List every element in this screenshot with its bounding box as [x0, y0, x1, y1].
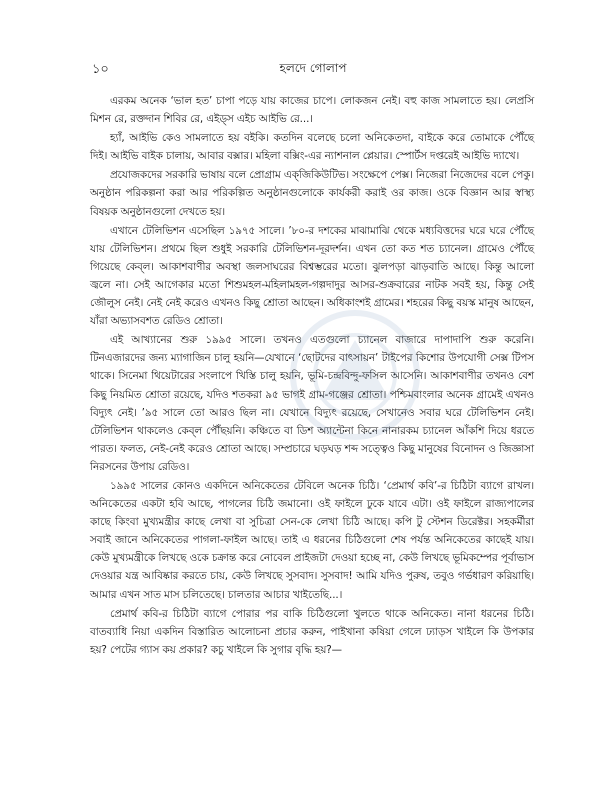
- paragraph: প্রযোজকদের সরকারি ভাষায় বলে প্রোগ্রাম এক্‌জিকিউটিভ। সংক্ষেপে পেক্স। নিজেরা নিজেদের বলে পেকু। অনুষ্ঠান পরিকল্পনা করা আর পরিকল্পিত অনুষ্ঠানগুলোকে কার্যকরী করাই ওর কাজ। ওকে বিজ্ঞান আর স্বাস্থ্য বিষয়ক অনুষ্ঠানগুলো দেখতে হয়।: [90, 169, 534, 218]
- paragraph: ১৯৯৫ সালের কোনও একদিনে অনিকেতের টেবিলে অনেক চিঠি। ‘প্রেমার্থ কবি’-র চিঠিটা ব্যাগে রাখল। অনিকেতের একটা হবি আছে, পাগলের চিঠি জমানো। ওই ফাইলে ঢুকে যাবে এটা। ওই ফাইলে রাজ্যপালের কাছে কিংবা মুখ্যমন্ত্রীর কাছে লেখা বা সুচিত্রা সেন-কে লেখা চিঠি আছে। কপি টু স্টেশন ডিরেক্টর। সহকর্মীরা সবাই জানে অনিকেতের পাগলা-ফাইল আছে। তাই এ ধরনের চিঠিগুলো শেষ পর্যন্ত অনিকেতের কাছেই যায়। কেউ মুখ্যমন্ত্রীকে লিখছে ওকে চক্রান্ত করে নোবেল প্রাইজটা দেওয়া হচ্ছে না, কেউ লিখছে ভূমিকম্পের পূর্বাভাস দেওয়ার যন্ত্র আবিষ্কার করতে চায়, কেউ লিখছে সুসবাদ। সুসবাদ! আমি যদিও পুরুষ, তবুও গর্ভধারণ করিয়াছি। আমার এখন সাত মাস চলিতেছে। চালতার আচার খাইতেছি...।: [90, 479, 534, 601]
- paragraph: প্রেমার্থ কবি-র চিঠিটা ব্যাগে পোরার পর বাকি চিঠিগুলো খুলতে থাকে অনিকেত। নানা ধরনের চিঠি। বাতব্যাধি নিয়া একদিন বিস্তারিত আলোচনা প্রচার করুন, পাইখানা কষিয়া গেলে ঢ্যাড়স খাইলে কি উপকার হয়? পেটের গ্যাস কয় প্রকার? কচু খাইলে কি সুগার বৃদ্ধি হয়?—: [90, 607, 534, 656]
- paragraph: এখানে টেলিভিশন এসেছিল ১৯৭৫ সালে। ’৮০-র দশকের মাঝামাঝি থেকে মধ্যবিত্তদের ঘরে ঘরে পৌঁছে যায় টেলিভিশন। প্রথমে ছিল শুধুই সরকারি টেলিভিশন-দূরদর্শন। এখন তো কত শত চ্যানেল। গ্রামেও পৌঁছে গিয়েছে কেব্‌ল। আকাশবাণীর অবস্থা জলসাঘরের বিশ্বম্ভরের মতো। ঝুলপড়া ঝাড়বাতি আছে। কিন্তু আলো জ্বলে না। সেই আগেকার মতো শিশুমহল-মহিলামহল-গল্পদাদুর আসর-শুক্রবারের নাটক সবই হয়, কিন্তু সেই জৌলুস নেই। নেই নেই করেও এখনও কিছু শ্রোতা আছেন। অধিকাংশই গ্রামের। শহরের কিছু বয়স্ক মানুষ আছেন, যাঁরা অভ্যাসবশত রেডিও শ্রোতা।: [90, 224, 534, 328]
- page-header: [92, 60, 534, 80]
- running-title: হলদে গোলাপ: [279, 61, 347, 75]
- paragraph: এরকম অনেক ‘ভাল হত’ চাপা পড়ে যায় কাজের চাপে। লোকজন নেই। বহু কাজ সামলাতে হয়। লেপ্রসি মিশন রে, রক্তদান শিবির রে, এইড্স এইচ আইভি রে...।: [90, 95, 534, 126]
- page-number: ১০: [92, 62, 109, 77]
- paragraph: হ্যাঁ, আইভি কেও সামলাতে হয় বইকি। কতদিন বলেছে চলো অনিকেতদা, বাইকে করে তোমাকে পৌঁছে দিই। আইভি বাইক চালায়, আবার বক্সার। মহিলা বক্সিং-এর ন্যাশনাল প্লেয়ার। স্পোর্টস দপ্তরেই আইভি দ্যাখে।: [90, 132, 534, 163]
- paragraph: এই আখ্যানের শুরু ১৯৯৫ সালে। তখনও এতগুলো চ্যানেল বাজারে দাপাদাপি শুরু করেনি। টিনএজারদের জন্য ম্যাগাজিন চালু হয়নি—যেখানে ‘ছোটদের বাৎসায়ন’ টাইপের কিশোর উপযোগী সেক্স টিপস থাকে। সিনেমা থিয়েটারের সংলাপে খিস্তি চালু হয়নি, ভূমি-চন্দ্রবিন্দু-ফসিল আসেনি। আকাশবাণীর তখনও বেশ কিছু নিয়মিত শ্রোতা রয়েছে, যদিও শতকরা ৯৫ ভাগই গ্রাম-গঞ্জের শ্রোতা। পশ্চিমবাংলার অনেক গ্রামেই এখনও বিদ্যুৎ নেই। ’৯৫ সালে তো আরও ছিল না। যেখানে বিদ্যুৎ রয়েছে, সেখানেও সবার ঘরে টেলিভিশন নেই। টেলিভিশন থাকলেও কেব্‌ল পৌঁছয়নি। কঞ্চিতে বা ডিশ অ্যান্টেনা কিনে নানারকম চ্যানেল আঁকশি দিয়ে ধরতে পারত। ফলত, নেই-নেই করেও শ্রোতা আছে। সম্প্রচারে ঘড়ঘড় শব্দ সত্ত্বেও কিছু মানুষের বিনোদন ও জিজ্ঞাসা নিরসনের উপায় রেডিও।: [90, 334, 534, 473]
- body-text: [90, 92, 534, 660]
